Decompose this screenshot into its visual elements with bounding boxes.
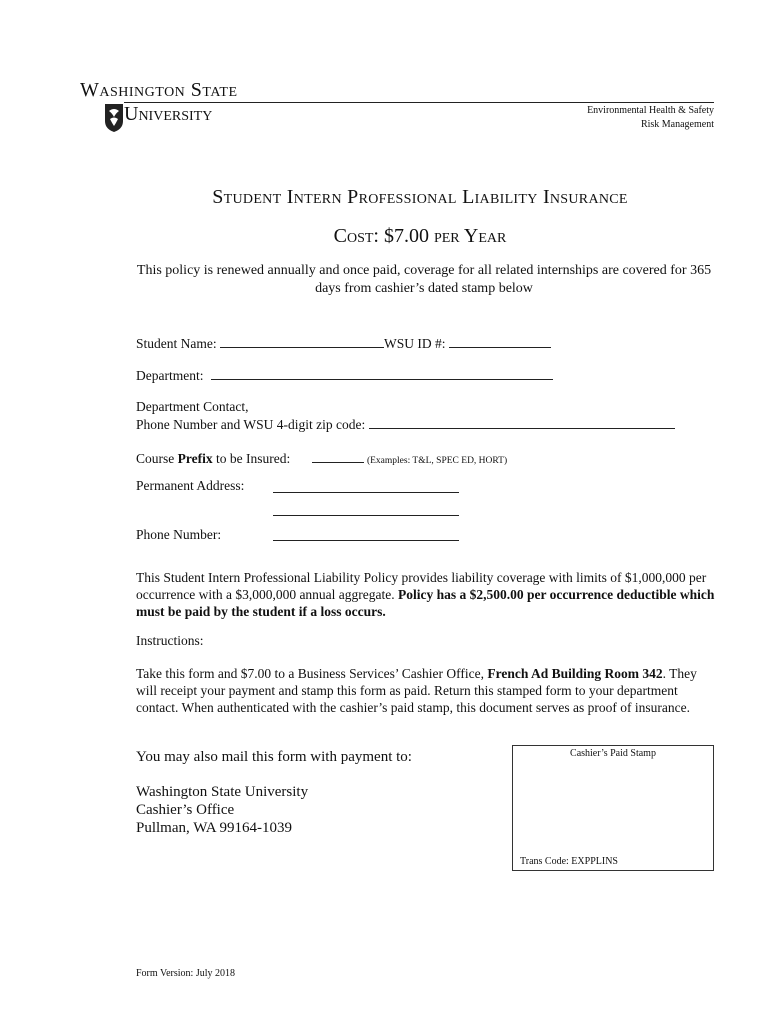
student-name-label: Student Name: <box>136 336 217 351</box>
department-contact-field[interactable] <box>369 416 675 429</box>
department-contact-label: Department Contact, <box>136 399 249 414</box>
department-subname: Risk Management <box>640 119 714 130</box>
department-field[interactable] <box>211 367 553 380</box>
department-row <box>136 367 553 384</box>
student-name-row <box>136 335 551 352</box>
department-info <box>587 104 714 132</box>
intro-text: This policy is renewed annually and once paid, coverage for all related internships are covered for 365 days from cashier’s dated stamp below <box>136 263 712 296</box>
form-title: Student Intern Professional Liability Insurance <box>212 186 628 208</box>
header-rule <box>124 102 714 103</box>
wsu-id-field[interactable] <box>449 335 551 348</box>
permanent-address-field-2[interactable] <box>273 503 459 516</box>
permanent-address-field-1[interactable] <box>273 480 459 493</box>
student-name-field[interactable] <box>220 335 384 348</box>
cashier-location: French Ad Building Room 342 <box>487 666 663 681</box>
instructions-heading: Instructions: <box>136 633 204 648</box>
course-prefix-examples: (Examples: T&L, SPEC ED, HORT) <box>366 456 508 466</box>
department-name: Environmental Health & Safety <box>587 105 714 116</box>
course-prefix-label: Course Prefix to be Insured: <box>136 451 291 466</box>
mail-address-line2: Cashier’s Office <box>136 802 235 818</box>
course-prefix-field[interactable] <box>312 450 364 463</box>
permanent-address-label: Permanent Address: <box>136 478 245 493</box>
mail-address-line1: Washington State University <box>136 784 309 800</box>
phone-number-field[interactable] <box>273 528 459 541</box>
instructions-text: Take this form and $7.00 to a Business Services’ Cashier Office, French Ad Building Room 342. They will receipt your payment and stamp this form as paid. Return this stamped form to your department contact. When authenticated with the cashier’s paid stamp, this document serves as proof of insurance. <box>136 666 697 715</box>
permanent-address-row <box>136 478 244 494</box>
department-contact-row <box>136 416 675 433</box>
mail-address-line3: Pullman, WA 99164-1039 <box>136 820 292 836</box>
mail-intro: You may also mail this form with payment to: <box>136 749 412 765</box>
coverage-paragraph: This Student Intern Professional Liability Policy provides liability coverage with limits of $1,000,000 per occurrence with a $3,000,000 annual aggregate. Policy has a $2,500.00 per occurrence deductible which must be paid by the student if a loss occurs. <box>136 570 715 619</box>
phone-number-label: Phone Number: <box>136 527 222 542</box>
deductible-notice: Policy has a $2,500.00 per occurrence deductible which must be paid by the student if a loss occurs. <box>136 587 715 619</box>
wsu-id-label: WSU ID #: <box>384 336 446 351</box>
trans-code: Trans Code: EXPPLINS <box>520 856 618 867</box>
university-seal-icon <box>104 103 124 133</box>
cashier-stamp-label: Cashier’s Paid Stamp <box>570 748 656 759</box>
department-contact-sublabel: Phone Number and WSU 4-digit zip code: <box>136 417 366 432</box>
logo-wordmark-bottom: University <box>124 103 213 125</box>
cashier-stamp-box <box>512 745 714 871</box>
logo-wordmark-top: Washington State <box>80 79 238 101</box>
department-label: Department: <box>136 368 204 383</box>
course-prefix-row <box>136 450 507 469</box>
form-version: Form Version: July 2018 <box>136 968 235 979</box>
mail-address <box>136 783 308 837</box>
cost-heading: Cost: $7.00 per Year <box>333 225 507 247</box>
